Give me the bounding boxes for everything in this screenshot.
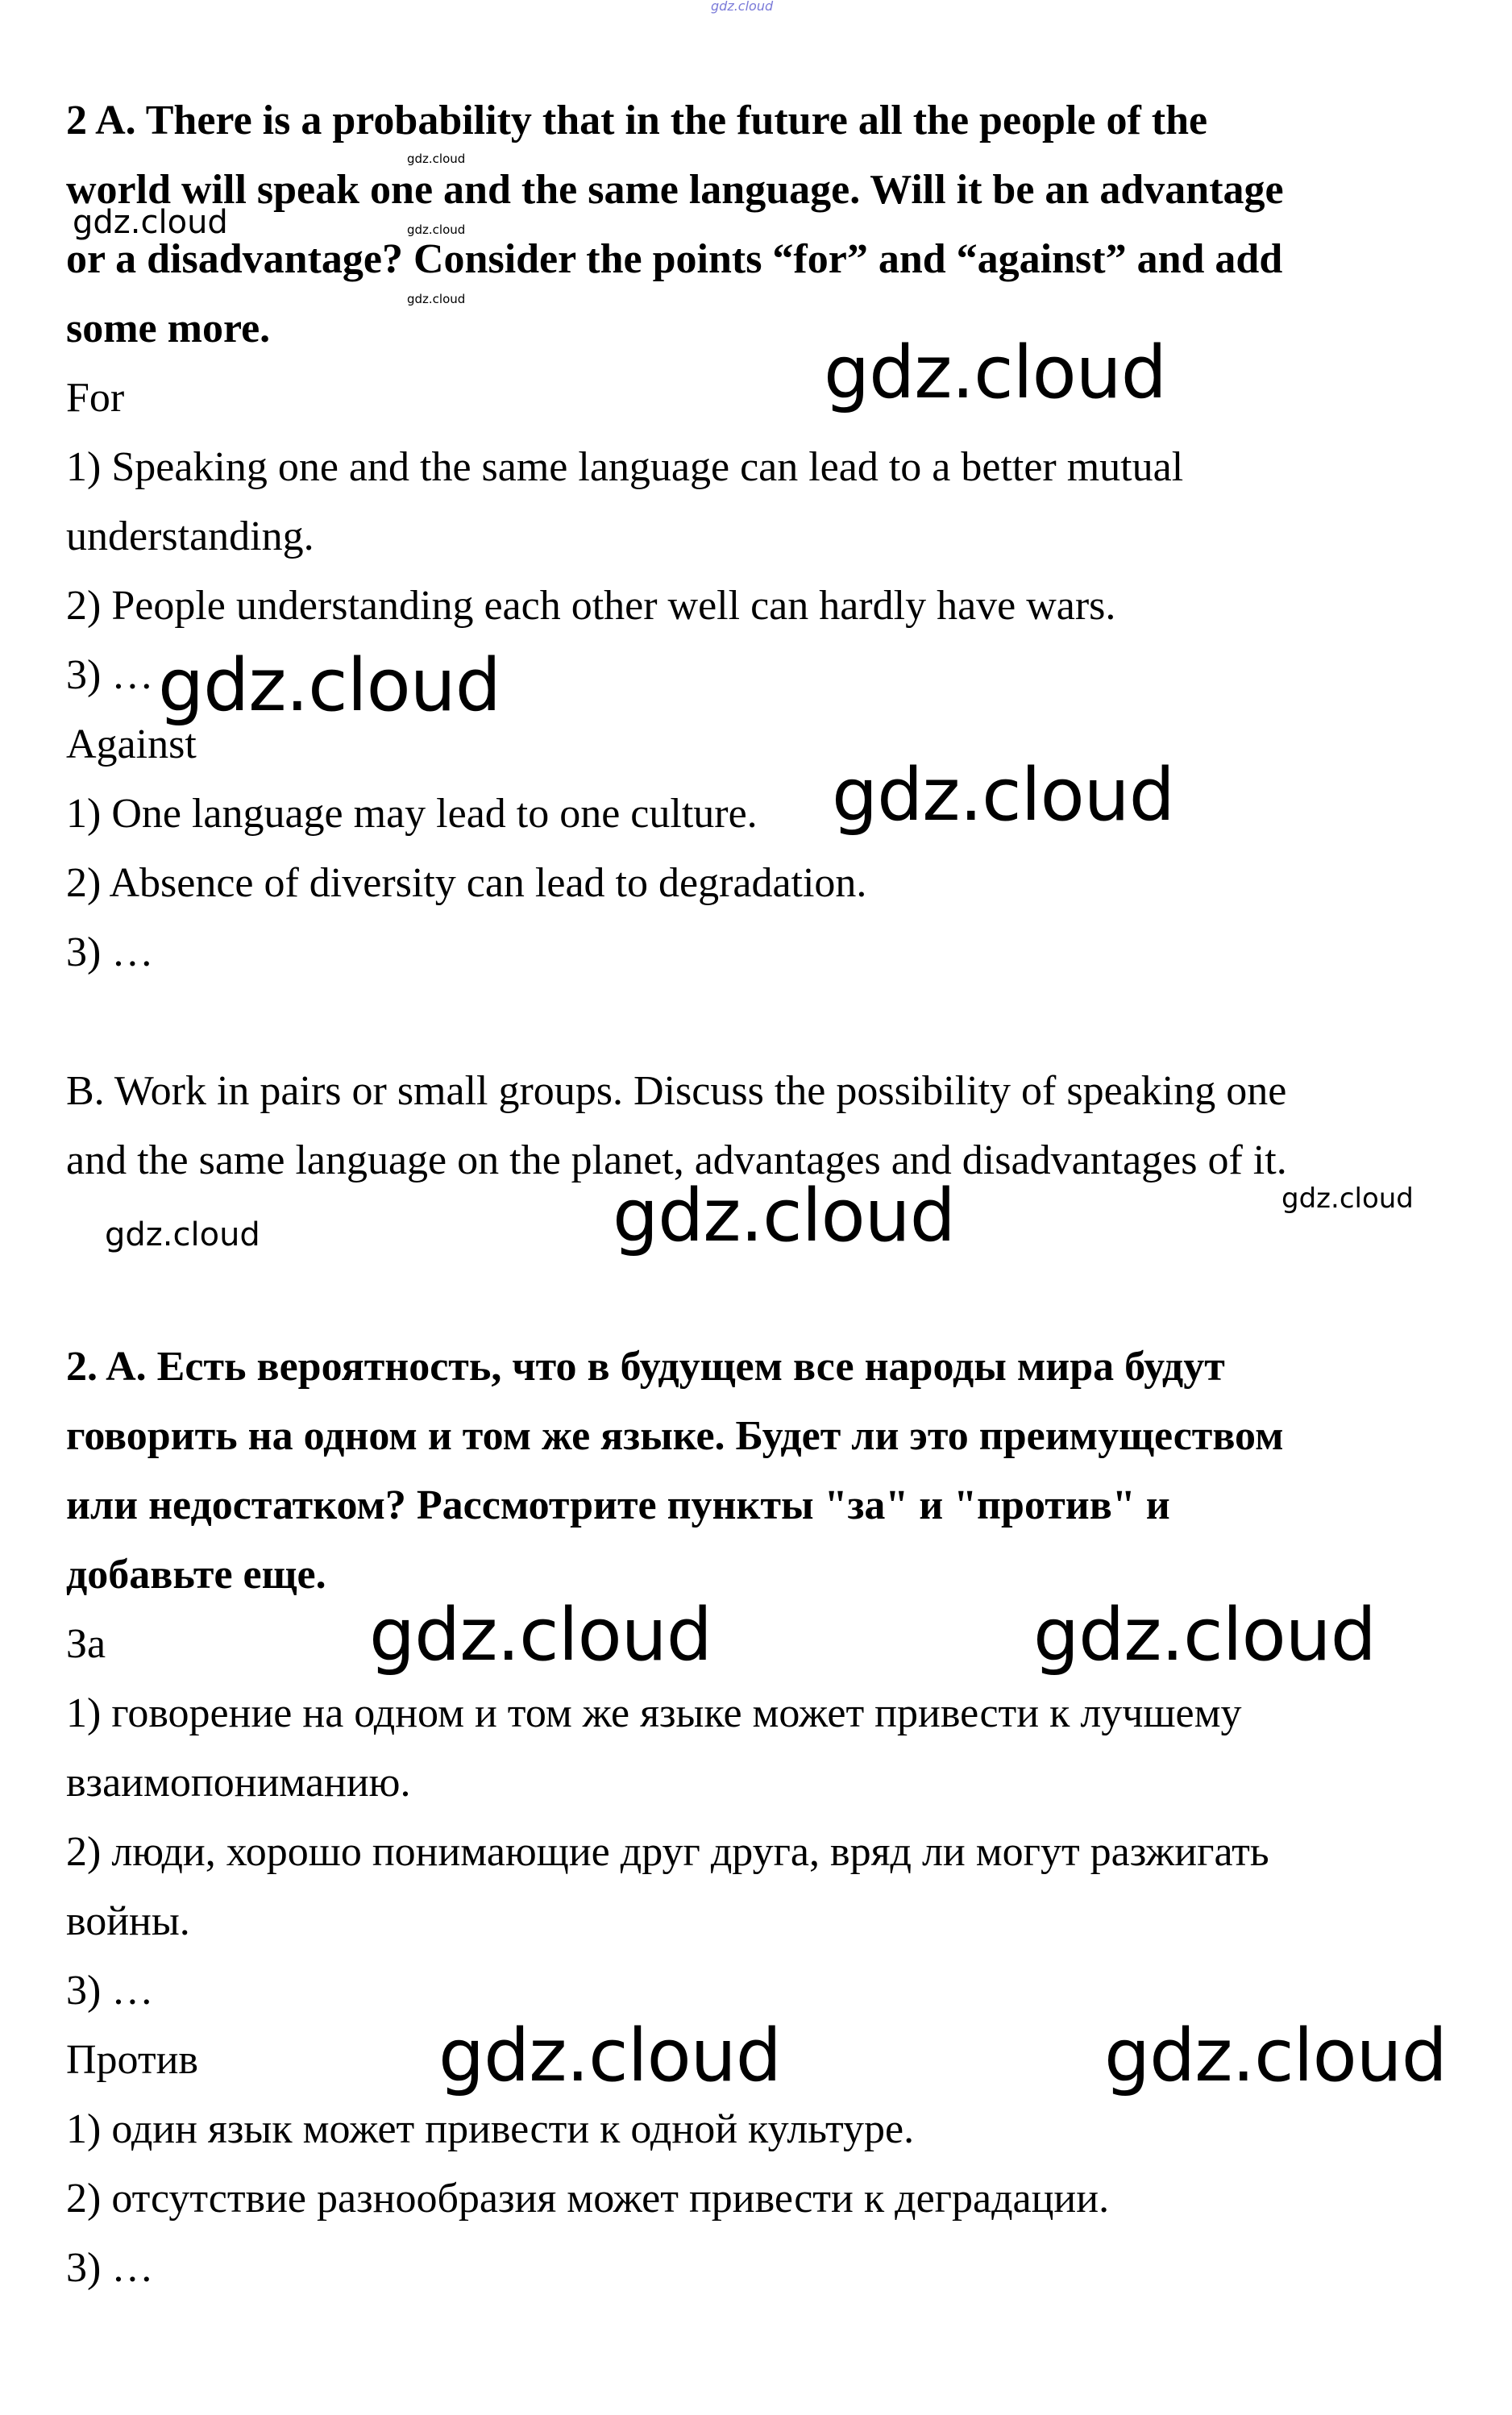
ru-task-a-heading-line-3: или недостатком? Рассмотрите пункты "за" и "против" и xyxy=(66,1482,1170,1528)
for-item-3: 3) … xyxy=(66,652,154,698)
for-item-1-continued: understanding. xyxy=(66,513,314,559)
watermark: gdz.cloud xyxy=(407,222,466,237)
ru-against-item-2: 2) отсутствие разнообразия может привести к деградации. xyxy=(66,2176,1110,2222)
task-a-heading-line-4: some more. xyxy=(66,306,271,351)
ru-for-item-2-continued: войны. xyxy=(66,1898,190,1944)
watermark: gdz.cloud xyxy=(711,0,774,14)
for-item-2: 2) People understanding each other well can hardly have wars. xyxy=(66,583,1116,629)
watermark: gdz.cloud xyxy=(613,1174,955,1258)
ru-for-heading: За xyxy=(66,1621,106,1667)
watermark: gdz.cloud xyxy=(832,753,1174,838)
task-b-line-2: and the same language on the planet, advantages and disadvantages of it. xyxy=(66,1137,1287,1183)
for-item-1: 1) Speaking one and the same language can lead to a better mutual xyxy=(66,444,1184,490)
ru-for-item-1: 1) говорение на одном и том же языке может привести к лучшему xyxy=(66,1690,1242,1736)
watermark: gdz.cloud xyxy=(824,330,1166,415)
watermark: gdz.cloud xyxy=(438,2014,781,2098)
ru-task-a-heading-line-2: говорить на одном и том же языке. Будет ли это преимуществом xyxy=(66,1413,1284,1459)
task-b-line-1: B. Work in pairs or small groups. Discuss the possibility of speaking one xyxy=(66,1068,1287,1114)
watermark: gdz.cloud xyxy=(1104,2014,1447,2098)
against-heading: Against xyxy=(66,721,197,767)
ru-for-item-1-continued: взаимопониманию. xyxy=(66,1760,411,1806)
watermark: gdz.cloud xyxy=(73,204,228,241)
task-a-heading-line-3: or a disadvantage? Consider the points “for” and “against” and add xyxy=(66,236,1283,282)
watermark: gdz.cloud xyxy=(105,1216,260,1253)
watermark: gdz.cloud xyxy=(1033,1593,1376,1677)
task-a-heading-line-1: 2 A. There is a probability that in the future all the people of the xyxy=(66,98,1208,143)
ru-task-a-heading-line-4: добавьте еще. xyxy=(66,1552,326,1598)
watermark: gdz.cloud xyxy=(407,292,466,306)
ru-task-a-heading-line-1: 2. A. Есть вероятность, что в будущем все народы мира будут xyxy=(66,1344,1225,1390)
against-item-1: 1) One language may lead to one culture. xyxy=(66,791,758,837)
ru-against-item-1: 1) один язык может привести к одной культуре. xyxy=(66,2106,915,2152)
watermark: gdz.cloud xyxy=(158,643,501,728)
ru-for-item-3: 3) … xyxy=(66,1968,154,2014)
task-a-heading-line-2: world will speak one and the same language. Will it be an advantage xyxy=(66,167,1284,213)
against-item-2: 2) Absence of diversity can lead to degradation. xyxy=(66,860,867,906)
against-item-3: 3) … xyxy=(66,929,154,975)
ru-against-item-3: 3) … xyxy=(66,2245,154,2291)
ru-against-heading: Против xyxy=(66,2037,198,2083)
watermark: gdz.cloud xyxy=(369,1593,712,1677)
watermark: gdz.cloud xyxy=(1281,1183,1414,1215)
ru-for-item-2: 2) люди, хорошо понимающие друг друга, вряд ли могут разжигать xyxy=(66,1829,1269,1875)
for-heading: For xyxy=(66,375,125,421)
watermark: gdz.cloud xyxy=(407,152,466,166)
